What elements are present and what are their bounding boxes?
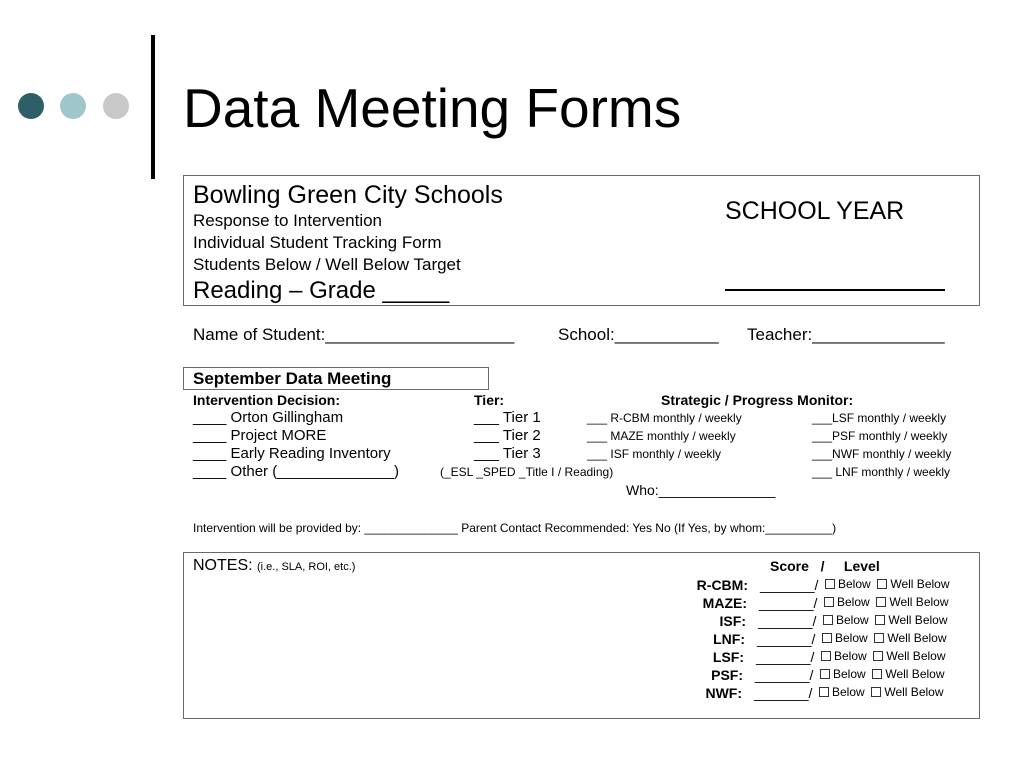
below-label: Below (835, 631, 868, 645)
well-below-checkbox (877, 579, 887, 589)
tier-option: ___ Tier 2 (474, 427, 541, 444)
level-options (819, 686, 944, 700)
score-measure-label: PSF: (711, 667, 743, 683)
well-below-label: Well Below (885, 667, 945, 681)
well-below-label: Well Below (888, 613, 948, 627)
tier-option: ___ Tier 3 (474, 445, 541, 462)
score-measure-label: NWF: (705, 685, 742, 701)
notes-hint: (i.e., SLA, ROI, etc.) (257, 561, 356, 573)
well-below-checkbox (876, 597, 886, 607)
below-label: Below (834, 649, 867, 663)
provided-by-line: Intervention will be provided by: ______________ Parent Contact Recommended: Yes No (If Yes, by whom:__________) (193, 521, 837, 535)
level-options (821, 650, 946, 664)
score-level-header: Score / Level (770, 558, 880, 574)
bullet-dot-1 (18, 93, 44, 119)
level-options (824, 596, 949, 610)
below-checkbox (821, 651, 831, 661)
school-year-label: SCHOOL YEAR (725, 197, 905, 225)
strategic-option: ___ MAZE monthly / weekly (587, 429, 736, 443)
tier-option: ___ Tier 1 (474, 409, 541, 426)
below-label: Below (833, 667, 866, 681)
below-checkbox (822, 633, 832, 643)
score-blank: _______/ (756, 649, 815, 665)
tier-heading: Tier: (474, 392, 505, 408)
score-blank: _______/ (760, 577, 819, 593)
below-checkbox (820, 669, 830, 679)
intervention-option: ____ Other (______________) (193, 463, 400, 480)
bullet-dot-2 (60, 93, 86, 119)
well-below-label: Well Below (889, 595, 949, 609)
score-blank: _______/ (758, 613, 817, 629)
district-name: Bowling Green City Schools (193, 181, 503, 209)
score-measure-label: ISF: (719, 613, 746, 629)
monitor-option: ___LSF monthly / weekly (812, 411, 947, 425)
below-label: Below (838, 577, 871, 591)
intervention-option: ____ Orton Gillingham (193, 409, 344, 426)
well-below-label: Well Below (886, 649, 946, 663)
score-blank: _______/ (757, 631, 816, 647)
score-blank: _______/ (754, 685, 813, 701)
below-checkbox (819, 687, 829, 697)
school-field: School:___________ (558, 325, 719, 344)
well-below-checkbox (874, 633, 884, 643)
score-blank: _______/ (759, 595, 818, 611)
score-measure-label: LNF: (713, 631, 745, 647)
score-measure-label: MAZE: (702, 595, 747, 611)
well-below-label: Well Below (884, 685, 944, 699)
below-label: Below (832, 685, 865, 699)
grade-line: Reading – Grade _____ (193, 277, 450, 304)
well-below-label: Well Below (890, 577, 950, 591)
header-line-1: Response to Intervention (193, 211, 383, 230)
intervention-heading: Intervention Decision: (193, 392, 341, 408)
teacher-field: Teacher:______________ (747, 325, 945, 344)
level-options (822, 632, 947, 646)
who-field: Who:_______________ (626, 482, 776, 498)
level-options (825, 578, 950, 592)
well-below-label: Well Below (887, 631, 947, 645)
well-below-checkbox (871, 687, 881, 697)
below-label: Below (836, 613, 869, 627)
strategic-option: ___ ISF monthly / weekly (587, 447, 722, 461)
title-divider (151, 35, 155, 179)
score-measure-label: R-CBM: (696, 577, 748, 593)
student-name-field: Name of Student:____________________ (193, 325, 515, 344)
intervention-option: ____ Project MORE (193, 427, 327, 444)
notes-label: NOTES: (i.e., SLA, ROI, etc.) (193, 557, 356, 574)
strategic-heading: Strategic / Progress Monitor: (661, 392, 854, 408)
monitor-option: ___NWF monthly / weekly (812, 447, 952, 461)
score-blank: _______/ (755, 667, 814, 683)
below-checkbox (824, 597, 834, 607)
monitor-option: ___ LNF monthly / weekly (812, 465, 951, 479)
below-checkbox (823, 615, 833, 625)
well-below-checkbox (873, 651, 883, 661)
bullet-dot-3 (103, 93, 129, 119)
intervention-option: ____ Early Reading Inventory (193, 445, 391, 462)
score-measure-label: LSF: (712, 649, 744, 665)
level-options (820, 668, 945, 682)
school-year-blank (725, 289, 945, 291)
well-below-checkbox (872, 669, 882, 679)
below-checkbox (825, 579, 835, 589)
slide-title: Data Meeting Forms (183, 77, 682, 139)
tier-note: (_ESL _SPED _Title I / Reading) (440, 465, 614, 479)
strategic-option: ___ R-CBM monthly / weekly (587, 411, 742, 425)
meeting-title: September Data Meeting (193, 369, 392, 388)
below-label: Below (837, 595, 870, 609)
well-below-checkbox (875, 615, 885, 625)
header-line-3: Students Below / Well Below Target (193, 255, 461, 274)
monitor-option: ___PSF monthly / weekly (812, 429, 948, 443)
level-options (823, 614, 948, 628)
header-line-2: Individual Student Tracking Form (193, 233, 442, 252)
